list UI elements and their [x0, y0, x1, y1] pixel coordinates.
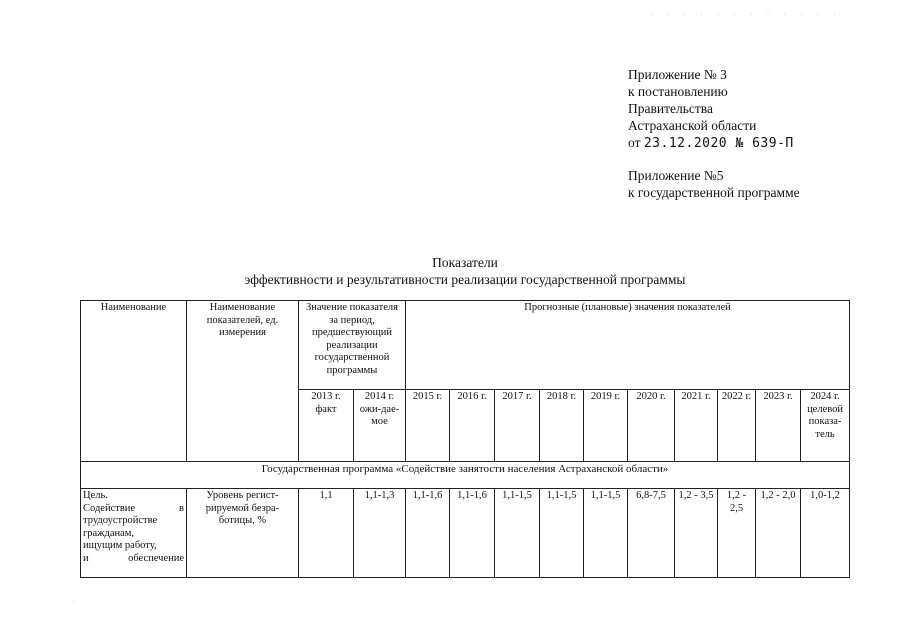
value-cell: 6,8-7,5	[628, 489, 675, 578]
goal-line: трудоустройстве	[83, 515, 158, 526]
document-header	[628, 66, 800, 201]
value-cell: 1,2 - 2,5	[718, 489, 756, 578]
header-year-cell: 2016 г.	[450, 390, 495, 462]
annex-line: Приложение №5	[628, 168, 724, 183]
header-forecast-cell: Прогнозные (плановые) значения показателей	[406, 301, 850, 390]
goal-line: ищущим работу,	[83, 540, 157, 551]
indicators-table	[80, 300, 850, 578]
program-title-row: Государственная программа «Содействие занятости населения Астраханской области»	[81, 462, 850, 489]
header-year-cell: 2022 г.	[718, 390, 756, 462]
value-cell: 1,1-1,6	[406, 489, 450, 578]
header-line: Правительства	[628, 101, 713, 116]
header-line: Астраханской области	[628, 118, 757, 133]
value-cell: 1,1-1,5	[540, 489, 584, 578]
value-cell-2014: 1,1-1,3	[354, 489, 406, 578]
title-line-2: эффективности и результативности реализации государственной программы	[244, 272, 686, 287]
value-cell-2024: 1,0-1,2	[801, 489, 850, 578]
scan-noise: ·	[72, 598, 75, 607]
header-prior-period-cell: Значение показателя за период, предшествующий реализации государственной программы	[299, 301, 406, 390]
indicator-cell: Уровень регист-рируемой безра-ботицы, %	[187, 489, 299, 578]
goal-cell	[81, 489, 187, 578]
value-cell: 1,1-1,5	[584, 489, 628, 578]
header-year-2024: 2024 г. целевой показа-тель	[801, 390, 850, 462]
header-line: Приложение № 3	[628, 67, 727, 82]
value-cell: 1,1-1,6	[450, 489, 495, 578]
scan-noise: · · · · · · · · · · · ·	[650, 10, 842, 16]
header-name-cell: Наименование	[81, 301, 187, 462]
value-cell: 1,2 - 3,5	[675, 489, 718, 578]
header-year-2014: 2014 г. ожи-дае-мое	[354, 390, 406, 462]
header-year-cell: 2023 г.	[756, 390, 801, 462]
header-date-prefix: от	[628, 135, 641, 150]
value-cell: 1,2 - 2,0	[756, 489, 801, 578]
header-year-cell: 2020 г.	[628, 390, 675, 462]
header-year-2013: 2013 г. факт	[299, 390, 354, 462]
goal-line: Содействие в	[83, 502, 184, 514]
header-date-number: 23.12.2020 № 639-П	[643, 136, 794, 151]
title-line-1: Показатели	[432, 255, 498, 270]
header-year-cell: 2021 г.	[675, 390, 718, 462]
header-line: к постановлению	[628, 84, 728, 99]
annex-line: к государственной программе	[628, 185, 800, 200]
document-title	[80, 254, 850, 288]
header-date-line	[628, 134, 800, 152]
header-year-cell: 2017 г.	[495, 390, 540, 462]
header-year-cell: 2018 г.	[540, 390, 584, 462]
header-indicator-cell: Наименование показателей, ед. измерения	[187, 301, 299, 462]
value-cell-2013: 1,1	[299, 489, 354, 578]
goal-line: гражданам,	[83, 527, 135, 539]
goal-line: и обеспечение	[83, 552, 184, 564]
header-year-cell: 2015 г.	[406, 390, 450, 462]
value-cell: 1,1-1,5	[495, 489, 540, 578]
header-year-cell: 2019 г.	[584, 390, 628, 462]
goal-line: Цель.	[83, 490, 108, 501]
